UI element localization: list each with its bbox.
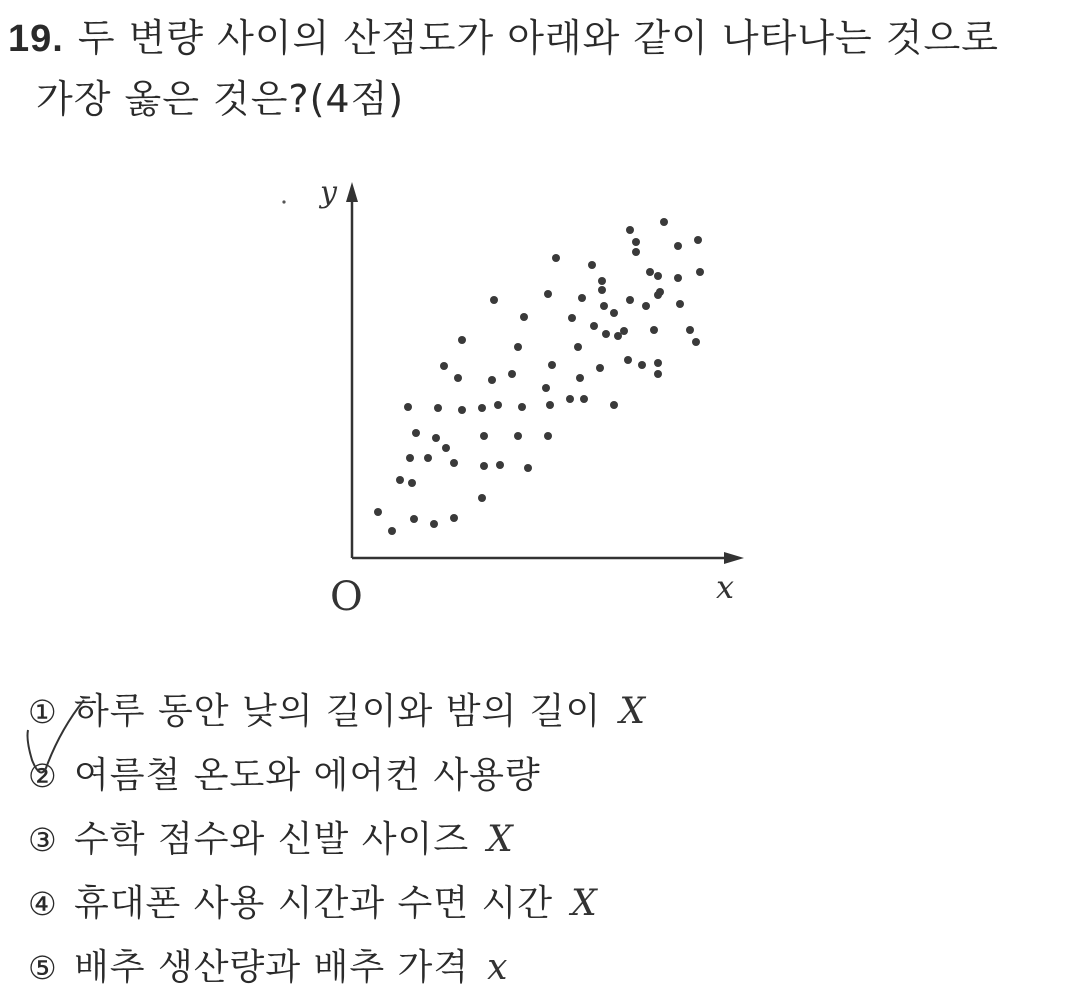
option-number: ② [28,757,57,795]
scatter-point [654,359,662,367]
scatter-point [432,434,440,442]
scatter-point [488,376,496,384]
option-number: ④ [28,885,57,923]
scatter-point [412,429,420,437]
scatter-point [458,336,466,344]
scatter-point [494,401,502,409]
scatter-point [404,403,412,411]
scatter-point [514,432,522,440]
scatter-point [542,384,550,392]
question-line-1 [8,8,1068,69]
scatter-point [478,404,486,412]
scatter-point [674,274,682,282]
scatter-point [686,326,694,334]
scatter-point [450,459,458,467]
scatter-point [632,238,640,246]
scatter-point [656,288,664,296]
question-stem [8,8,1068,129]
scatter-point [408,479,416,487]
scatter-point [450,514,458,522]
scatter-point [626,226,634,234]
scatter-point [660,218,668,226]
scatter-point [480,432,488,440]
scatter-point [458,406,466,414]
scatter-point [578,294,586,302]
scatter-point [454,374,462,382]
scatter-point [626,296,634,304]
scatter-point [396,476,404,484]
handwritten-x-mark: X [571,883,597,924]
scatter-point [520,313,528,321]
y-axis-arrow [346,182,358,202]
scatter-point [638,361,646,369]
scatter-point [676,300,684,308]
scatter-point [410,515,418,523]
scatter-point [442,444,450,452]
option-2[interactable] [28,744,645,808]
stray-dot [282,200,285,203]
scatter-point [696,268,704,276]
scatter-point [388,527,396,535]
handwritten-x-mark: X [619,691,645,732]
scatter-point [440,362,448,370]
scatter-point [546,401,554,409]
scatter-point [374,508,382,516]
handwritten-x-mark: X [487,819,513,860]
option-number: ⑤ [28,949,57,987]
scatter-point [490,296,498,304]
scatter-point [478,494,486,502]
scatter-point [588,261,596,269]
scatter-point [566,395,574,403]
scatter-point [514,343,522,351]
option-text: 하루 동안 낮의 길이와 밤의 길이 [74,691,602,732]
scatter-point [654,370,662,378]
x-axis-label: x [716,568,735,606]
scatter-point [632,248,640,256]
scatter-point [574,343,582,351]
scatter-point [496,461,504,469]
scatter-point [598,286,606,294]
scatter-point [508,370,516,378]
scatter-point [610,309,618,317]
scatter-point [654,272,662,280]
question-text-line-1: 두 변량 사이의 산점도가 아래와 같이 나타나는 것으로 [77,16,999,60]
scatter-point [424,454,432,462]
scatter-point [548,361,556,369]
data-points [374,218,704,535]
scatter-point [650,326,658,334]
scatter-plot [270,160,770,630]
scatter-point [406,454,414,462]
scatter-point [480,462,488,470]
scatter-point [624,356,632,364]
origin-label: O [330,574,363,620]
scatter-point [518,403,526,411]
scatter-point [642,302,650,310]
option-text: 수학 점수와 신발 사이즈 [74,819,470,860]
scatter-point [580,395,588,403]
option-number: ① [28,693,57,731]
scatter-point [694,236,702,244]
option-5[interactable] [28,936,645,1000]
scatter-point [524,464,532,472]
y-axis-label: y [320,175,337,210]
scatter-point [590,322,598,330]
handwritten-x-mark: x [487,947,508,988]
scatter-point [674,242,682,250]
scatter-point [568,314,576,322]
scatter-point [610,401,618,409]
option-number: ③ [28,821,57,859]
option-4[interactable] [28,872,645,936]
scatter-point [598,277,606,285]
x-axis-arrow [724,552,744,564]
option-text: 배추 생산량과 배추 가격 [74,947,470,988]
option-1[interactable] [28,680,645,744]
scatter-point [596,364,604,372]
scatter-point [646,268,654,276]
scatter-point [544,432,552,440]
scatter-point [602,330,610,338]
scatter-point [552,254,560,262]
option-text: 여름철 온도와 에어컨 사용량 [74,755,541,796]
answer-options [28,680,645,1000]
scatter-point [430,520,438,528]
scatter-point [620,327,628,335]
question-number: 19. [8,18,64,60]
scatter-point [600,302,608,310]
scatter-point [434,404,442,412]
option-3[interactable] [28,808,645,872]
option-text: 휴대폰 사용 시간과 수면 시간 [74,883,554,924]
scatter-point [692,338,700,346]
scatter-point [576,374,584,382]
question-line-2: 가장 옳은 것은?(4점) [36,77,405,121]
scatter-point [544,290,552,298]
